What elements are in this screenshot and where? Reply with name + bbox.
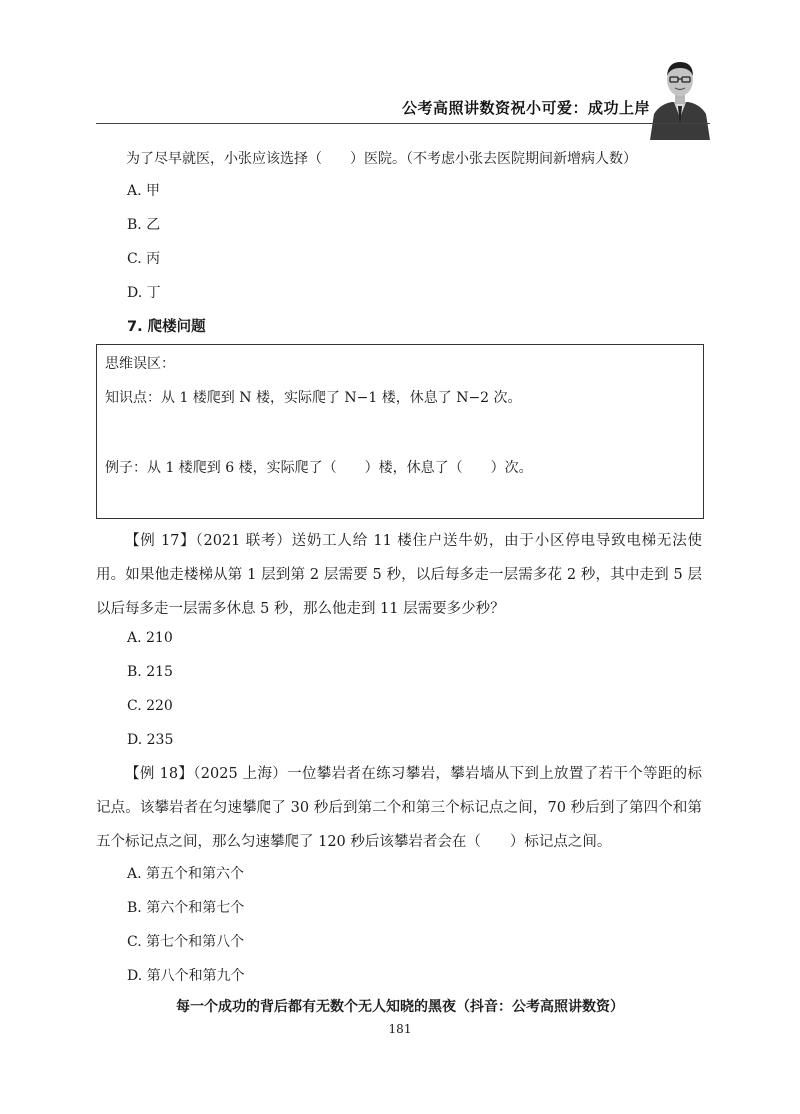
example-17-option-c: C. 220 — [127, 698, 173, 714]
option-d: D. 丁 — [127, 285, 161, 301]
option-c: C. 丙 — [127, 251, 161, 267]
option-b: B. 乙 — [127, 217, 161, 233]
presenter-portrait-icon — [646, 56, 714, 140]
example-18-option-b: B. 第六个和第七个 — [127, 900, 245, 916]
knowledge-box — [96, 344, 704, 519]
example-18-option-d: D. 第八个和第九个 — [127, 968, 245, 984]
example-17-option-a: A. 210 — [127, 630, 173, 646]
page-number: 181 — [388, 1022, 412, 1036]
box-example: 例子：从 1 楼爬到 6 楼，实际爬了（ ）楼，休息了（ ）次。 — [105, 460, 533, 476]
footer-slogan: 每一个成功的背后都有无数个无人知晓的黑夜（抖音：公考高照讲数资） — [176, 999, 624, 1015]
option-a: A. 甲 — [127, 183, 161, 199]
example-17-text: 【例 17】（2021 联考）送奶工人给 11 楼住户送牛奶，由于小区停电导致电梯无法使用。如果他走楼梯从第 1 层到第 2 层需要 5 秒，以后每多走一层需多花 2 秒，其中走到 5 层以后每多走一层需多休息 5 秒，那么他走到 11 层需要多少秒？ — [96, 533, 702, 617]
box-heading: 思维误区： — [105, 356, 175, 372]
section-title: 7. 爬楼问题 — [127, 319, 206, 335]
example-18-option-c: C. 第七个和第八个 — [127, 934, 245, 950]
example-18-text: 【例 18】（2025 上海）一位攀岩者在练习攀岩，攀岩墙从下到上放置了若干个等距的标记点。该攀岩者在匀速攀爬了 30 秒后到第二个和第三个标记点之间，70 秒后到了第四个和第五个标记点之间，那么匀速攀爬了 120 秒后该攀岩者会在（ ）标记点之间。 — [96, 766, 702, 850]
example-18-option-a: A. 第五个和第六个 — [127, 866, 245, 882]
presenter-photo — [646, 56, 714, 140]
example-17-option-b: B. 215 — [127, 664, 173, 680]
example-17-option-d: D. 235 — [127, 732, 174, 748]
header-title: 公考高照讲数资祝小可爱：成功上岸 — [401, 99, 650, 117]
header-divider — [96, 123, 710, 124]
question-stem: 为了尽早就医，小张应该选择（ ）医院。（不考虑小张去医院期间新增病人数） — [126, 151, 637, 167]
box-knowledge-point: 知识点：从 1 楼爬到 N 楼，实际爬了 N−1 楼，休息了 N−2 次。 — [105, 390, 522, 406]
